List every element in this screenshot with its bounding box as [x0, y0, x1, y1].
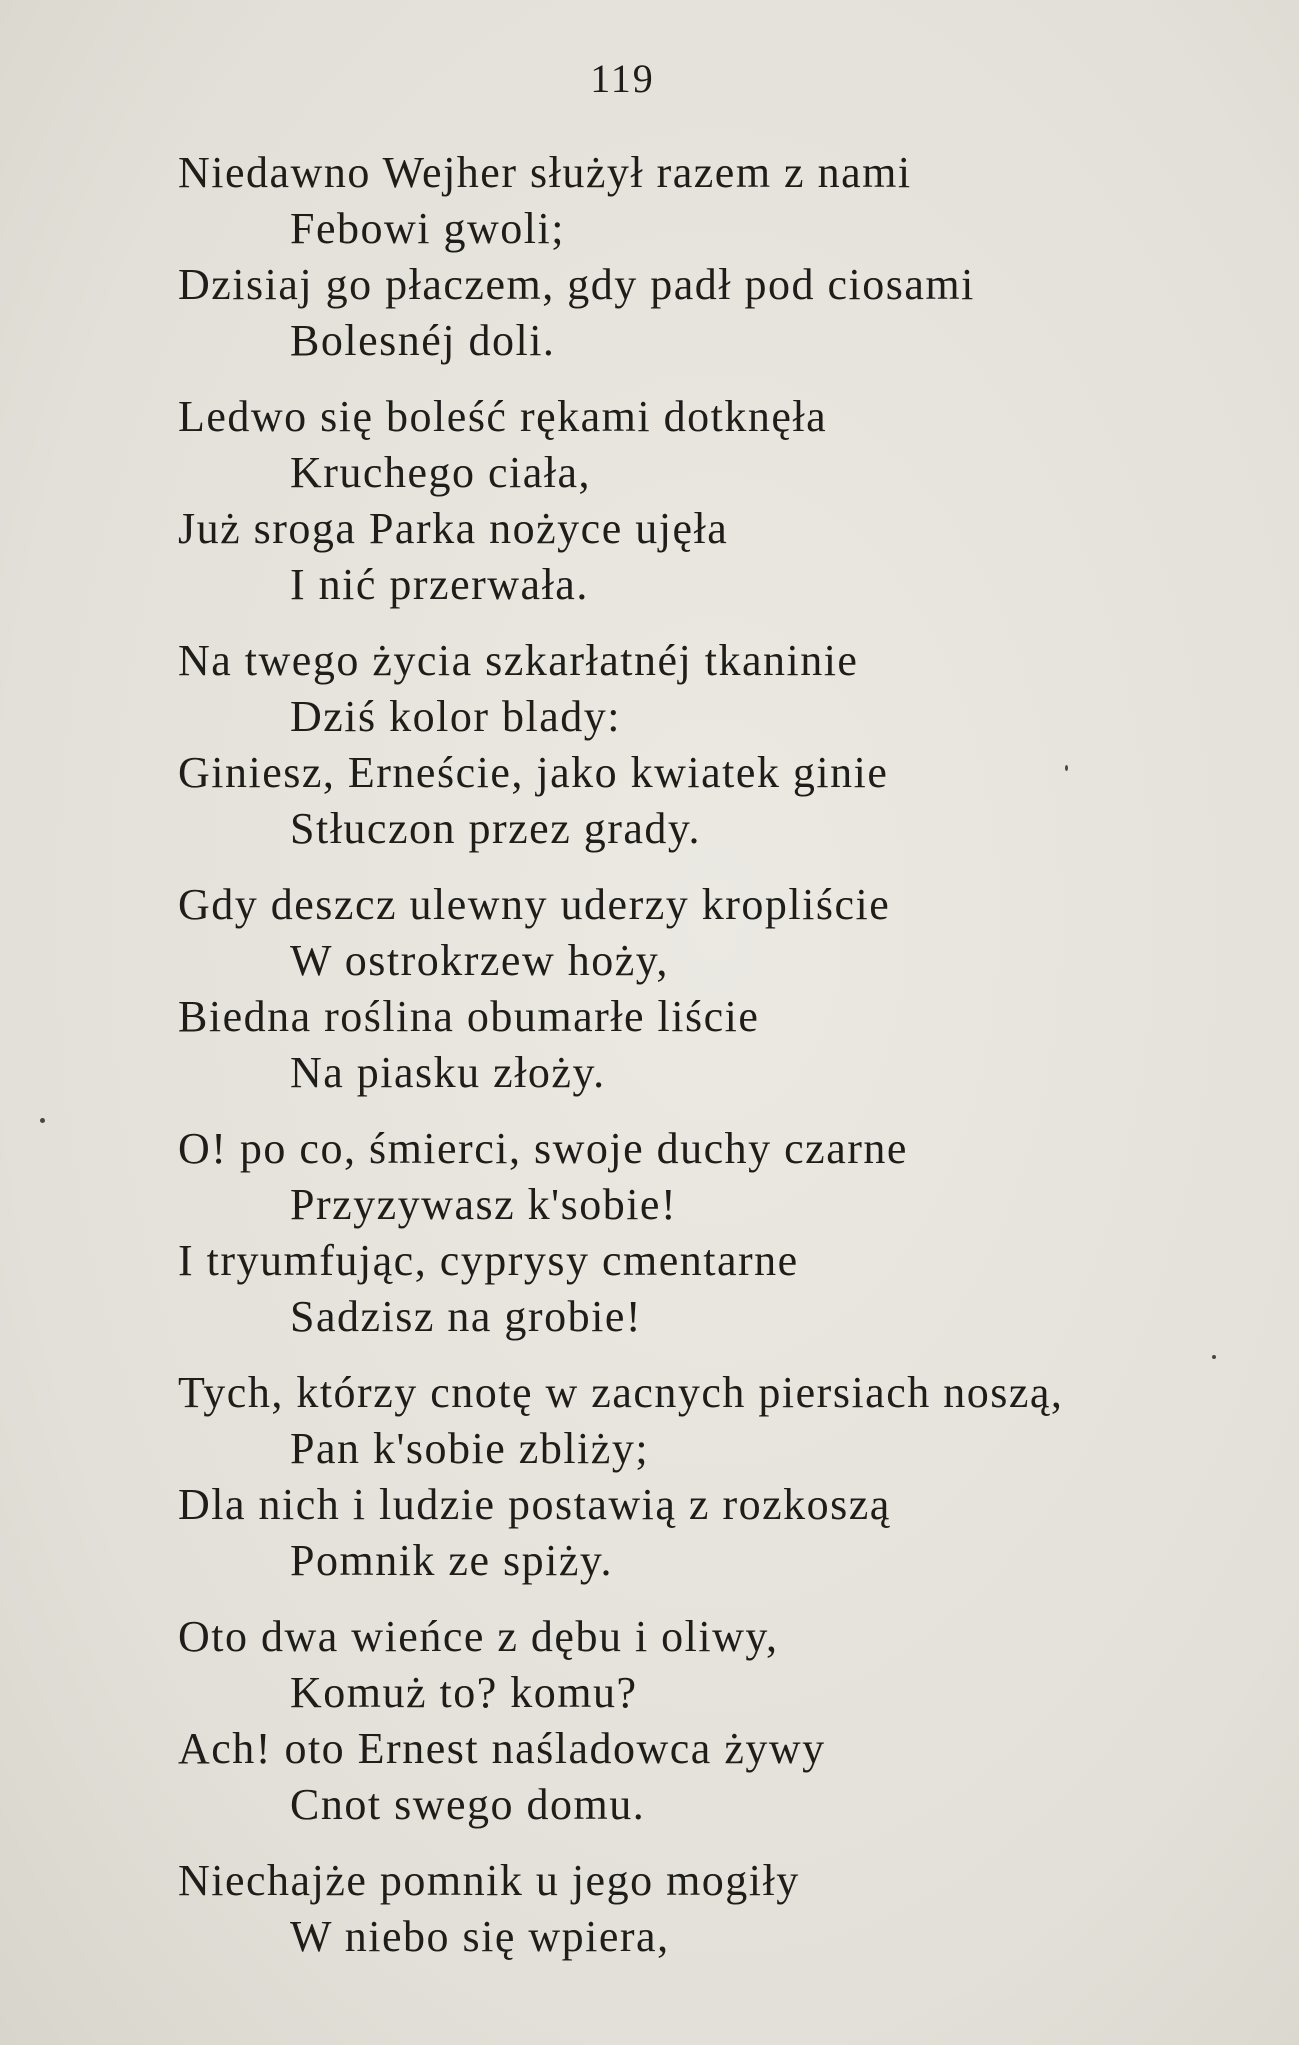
verse-line: Dziś kolor blady: — [290, 692, 622, 741]
verse-line: Gdy deszcz ulewny uderzy kropliście — [178, 880, 891, 929]
verse-line: O! po co, śmierci, swoje duchy czarne — [178, 1124, 908, 1173]
stanza-3 — [0, 633, 1299, 857]
verse-line: Biedna roślina obumarłe liście — [178, 992, 760, 1041]
verse-line: Sadzisz na grobie! — [290, 1292, 642, 1341]
stanza-1 — [0, 145, 1299, 369]
ink-speck — [1065, 765, 1068, 771]
stanza-7 — [0, 1609, 1299, 1833]
stanza-6 — [0, 1365, 1299, 1589]
verse-line: Tych, którzy cnotę w zacnych piersiach noszą, — [178, 1368, 1064, 1417]
verse-line: Bolesnéj doli. — [290, 316, 556, 365]
verse-line: Cnot swego domu. — [290, 1780, 646, 1829]
ink-speck — [40, 1118, 45, 1123]
verse-line: I nić przerwała. — [290, 560, 589, 609]
stanza-4 — [0, 877, 1299, 1101]
verse-line: Giniesz, Erneście, jako kwiatek ginie — [178, 748, 889, 797]
verse-line: W niebo się wpiera, — [290, 1912, 670, 1961]
verse-line: Na twego życia szkarłatnéj tkaninie — [178, 636, 859, 685]
verse-line: Komuż to? komu? — [290, 1668, 638, 1717]
verse-line: Ledwo się boleść rękami dotknęła — [178, 392, 828, 441]
stanza-8 — [0, 1853, 1299, 1965]
verse-line: Kruchego ciała, — [290, 448, 592, 497]
verse-line: I tryumfując, cyprysy cmentarne — [178, 1236, 799, 1285]
verse-line: Na piasku złoży. — [290, 1048, 606, 1097]
verse-line: Febowi gwoli; — [290, 204, 565, 253]
page-number: 119 — [590, 56, 655, 101]
stanza-5 — [0, 1121, 1299, 1345]
verse-line: Oto dwa wieńce z dębu i oliwy, — [178, 1612, 779, 1661]
verse-line: Przyzywasz k'sobie! — [290, 1180, 678, 1229]
verse-line: Stłuczon przez grady. — [290, 804, 702, 853]
verse-line: Już sroga Parka nożyce ujęła — [178, 504, 729, 553]
verse-line: Dla nich i ludzie postawią z rozkoszą — [178, 1480, 891, 1529]
ink-speck — [1212, 1355, 1216, 1359]
verse-line: Pan k'sobie zbliży; — [290, 1424, 650, 1473]
stanza-2 — [0, 389, 1299, 613]
verse-line: W ostrokrzew hoży, — [290, 936, 669, 985]
verse-line: Dzisiaj go płaczem, gdy padł pod ciosami — [178, 260, 975, 309]
verse-line: Niedawno Wejher służył razem z nami — [178, 148, 912, 197]
verse-line: Niechajże pomnik u jego mogiły — [178, 1856, 800, 1905]
verse-line: Ach! oto Ernest naśladowca żywy — [178, 1724, 826, 1773]
poem-text — [0, 145, 1299, 1985]
verse-line: Pomnik ze spiży. — [290, 1536, 613, 1585]
